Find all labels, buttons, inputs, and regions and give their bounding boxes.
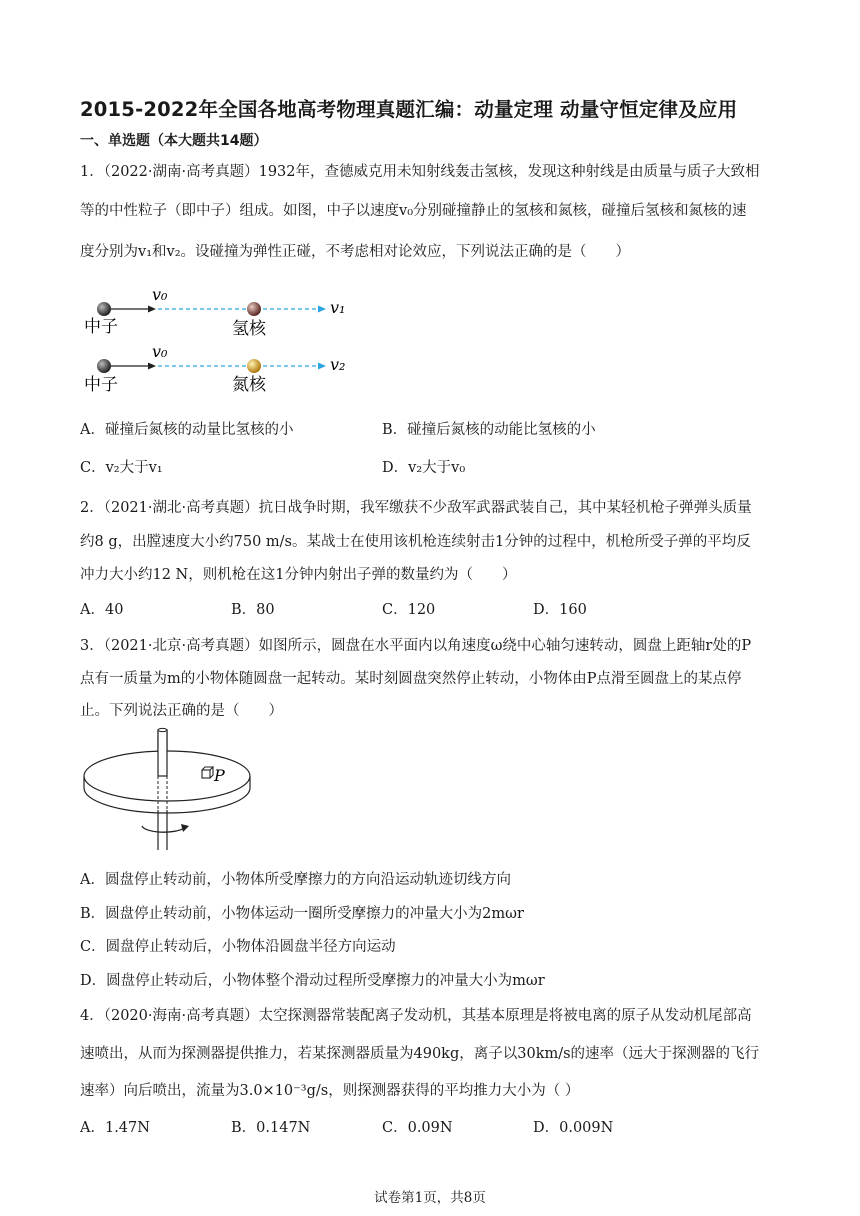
- q3-option-d[interactable]: D．圆盘停止转动后，小物体整个滑动过程所受摩擦力的冲量大小为mωr: [80, 973, 545, 989]
- q1-option-c[interactable]: C．v₂大于v₁: [80, 460, 163, 476]
- v2-label: v₂: [330, 355, 346, 374]
- neutron-ball-1: [97, 302, 111, 316]
- page-title: 2015-2022年全国各地高考物理真题汇编：动量定理 动量守恒定律及应用: [80, 98, 738, 121]
- q2-option-d[interactable]: D．160: [533, 602, 587, 618]
- q2-line-3: 冲力大小约12 N，则机枪在这1分钟内射出子弹的数量约为（ ）: [80, 567, 517, 583]
- hydrogen-label: 氢核: [232, 319, 266, 339]
- q3-disk-figure: [80, 726, 260, 866]
- q1-option-a[interactable]: A．碰撞后氮核的动量比氢核的小: [80, 422, 294, 438]
- q2-option-c[interactable]: C．120: [382, 602, 436, 618]
- q1-line-3: 度分别为v₁和v₂。设碰撞为弹性正碰，不考虑相对论效应，下列说法正确的是（ ）: [80, 244, 631, 260]
- q2-line-1: 2．（2021·湖北·高考真题）抗日战争时期，我军缴获不少敌军武器武装自己，其中某轻机枪子弹弹头质量: [80, 500, 752, 516]
- nitrogen-ball: [247, 359, 261, 373]
- q4-line-2: 速喷出，从而为探测器提供推力，若某探测器质量为490kg，离子以30km/s的速率（远大于探测器的飞行: [80, 1046, 760, 1062]
- v0-label-2: v₀: [152, 342, 168, 361]
- q1-line-2: 等的中性粒子（即中子）组成。如图，中子以速度v₀分别碰撞静止的氢核和氮核，碰撞后氢核和氮核的速: [80, 203, 747, 219]
- hydrogen-ball: [247, 302, 261, 316]
- q4-option-c[interactable]: C．0.09N: [382, 1120, 453, 1136]
- q3-option-b[interactable]: B．圆盘停止转动前，小物体运动一圈所受摩擦力的冲量大小为2mωr: [80, 906, 524, 922]
- q3-line-3: 止。下列说法正确的是（ ）: [80, 703, 283, 719]
- neutron-label-2: 中子: [84, 375, 118, 395]
- p-point-label: P: [214, 766, 225, 785]
- q3-option-a[interactable]: A．圆盘停止转动前，小物体所受摩擦力的方向沿运动轨迹切线方向: [80, 872, 511, 888]
- q1-line-1: 1．（2022·湖南·高考真题）1932年，查德威克用未知射线轰击氢核，发现这种射线是由质量与质子大致相: [80, 164, 760, 180]
- q2-option-b[interactable]: B．80: [231, 602, 275, 618]
- page-footer: 试卷第1页，共8页: [374, 1190, 486, 1206]
- q4-line-1: 4．（2020·海南·高考真题）太空探测器常装配离子发动机，其基本原理是将被电离的原子从发动机尾部高: [80, 1008, 752, 1024]
- v1-label: v₁: [330, 298, 346, 317]
- q2-line-2: 约8 g，出膛速度大小约750 m/s。某战士在使用该机枪连续射击1分钟的过程中，机枪所受子弹的平均反: [80, 534, 751, 550]
- q4-option-b[interactable]: B．0.147N: [231, 1120, 311, 1136]
- q4-option-a[interactable]: A．1.47N: [80, 1120, 150, 1136]
- q3-option-c[interactable]: C．圆盘停止转动后，小物体沿圆盘半径方向运动: [80, 939, 396, 955]
- section-heading: 一、单选题（本大题共14题）: [80, 133, 268, 149]
- q3-line-2: 点有一质量为m的小物体随圆盘一起转动。某时刻圆盘突然停止转动，小物体由P点滑至圆盘上的某点停: [80, 671, 742, 687]
- neutron-label-1: 中子: [84, 317, 118, 337]
- q4-option-d[interactable]: D．0.009N: [533, 1120, 614, 1136]
- neutron-ball-2: [97, 359, 111, 373]
- nitrogen-label: 氮核: [232, 375, 266, 395]
- q1-option-b[interactable]: B．碰撞后氮核的动能比氢核的小: [382, 422, 596, 438]
- q1-collision-figure: [80, 278, 370, 398]
- q2-option-a[interactable]: A．40: [80, 602, 124, 618]
- q1-option-d[interactable]: D．v₂大于v₀: [382, 460, 466, 476]
- v0-label-1: v₀: [152, 285, 168, 304]
- q4-line-3: 速率）向后喷出，流量为3.0×10⁻³g/s，则探测器获得的平均推力大小为（ ）: [80, 1083, 580, 1099]
- q3-line-1: 3．（2021·北京·高考真题）如图所示，圆盘在水平面内以角速度ω绕中心轴匀速转动，圆盘上距轴r处的P: [80, 638, 752, 654]
